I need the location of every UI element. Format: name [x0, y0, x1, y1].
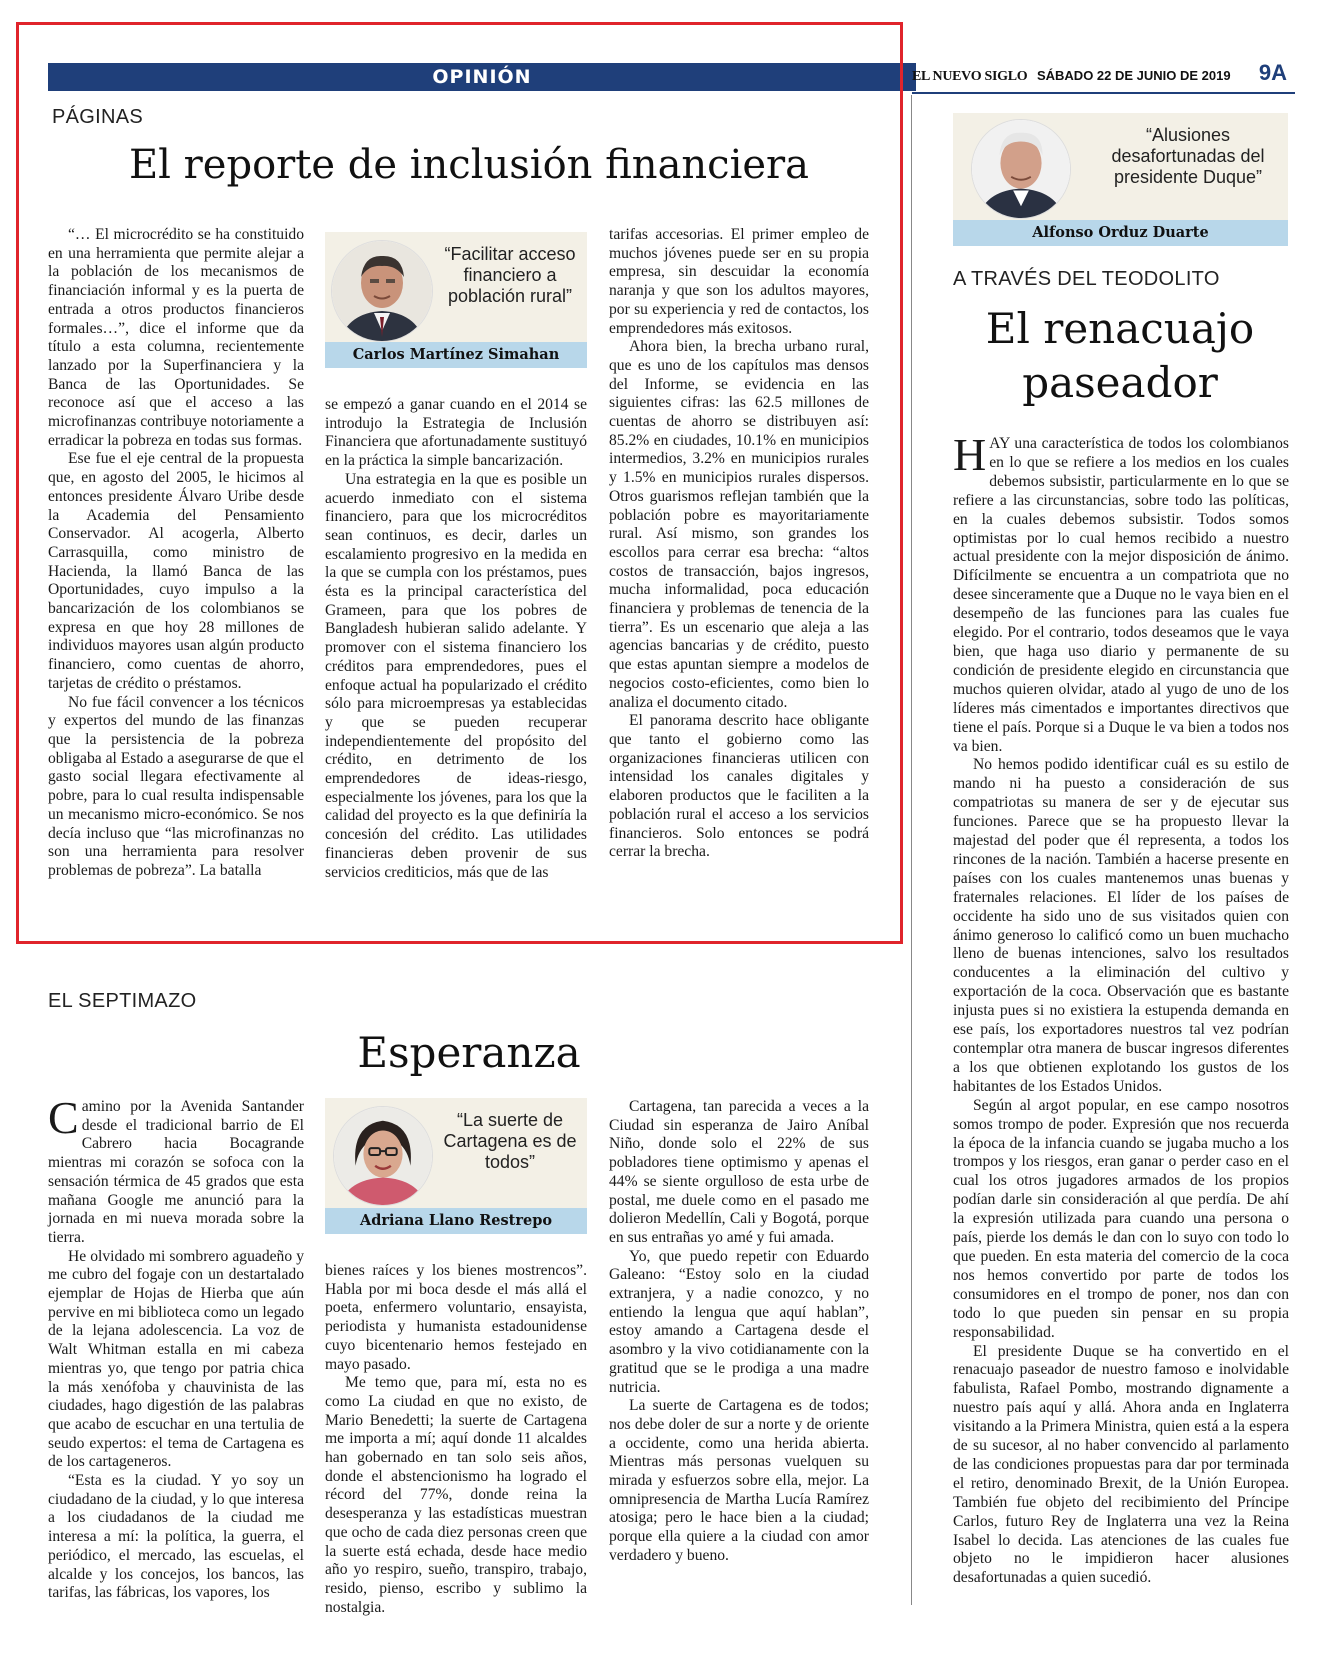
paragraph: se empezó a ganar cuando en el 2014 se introdujo la Estrategia de Inclusión Financiera que afortunadamente sustituyó en la práctica la simple bancarización.: [325, 396, 587, 470]
paragraph: Ahora bien, la brecha urbano rural, que es uno de los capítulos mas densos del Informe, se evidencia en las siguientes cifras: las 62.5 millones de cuentas de ahorro se distribuyen así: 85.2% en ciudades, 10.1% en municipios intermedios, 3.2% en municipios rurales y 1.5% en municipios rurales dispersos. Otros guarismos reflejan también que la población pobre es mayoritariamente rural. Así mismo, son grandes los escollos para cerrar esa brecha: “altos costos de transacción, bajos ingresos, mucha informalidad, poca educación financiera y problemas de tenencia de la tierra”. Es un escenario que aleja a las agencias bancarias y de crédito, puesto que estas apuntan siempre a modelos de negocios costo-eficientes, como bien lo analiza el documento citado.: [609, 338, 869, 711]
section-title: OPINIÓN: [432, 66, 532, 88]
dropcap: C: [48, 1092, 79, 1143]
paragraph: bienes raíces y los bienes mostrencos”. Habla por mi boca desde el más allá el poeta, enfermero voluntario, ensayista, periodista y humanista estadounidense cuyo bicentenario hemos festejado en mayo pasado.: [325, 1262, 587, 1373]
author-photo: [331, 240, 433, 342]
paragraph: tarifas accesorias. El primer empleo de muchos jóvenes puede ser en su propia empresa, sin descuidar la economía naranja y que son los adultos mayores, por su experiencia y red de contactos, los emprendedores más exitosos.: [609, 226, 869, 337]
paragraph: Yo, que puedo repetir con Eduardo Galeano: “Estoy solo en la ciudad extranjera, y a nadie conozco, y no entiendo la lengua que aquí hablan”, estoy amando a Cartagena desde el asombro y la vivo cotidianamente con la gratitud que se le prodiga a una madre nutricia.: [609, 1247, 869, 1396]
article3-title-line1: El renacuajo: [985, 304, 1255, 353]
paragraph: El panorama descrito hace obligante que tanto el gobierno como las organizaciones financieras utilicen con intensidad los canales digitales y elaboren productos que le faciliten a la población rural el acceso a los servicios financieros. Solo entonces se podrá cerrar la brecha.: [609, 712, 869, 861]
author-photo: [333, 1106, 433, 1206]
article1-col1: [48, 226, 304, 916]
article2-col3: [609, 1098, 869, 1618]
article2-col1: [48, 1092, 304, 1618]
paragraph: Según al argot popular, en ese campo nosotros somos trompo de poder. Expresión que nos recuerda la época de la infancia cuando se jugaba mucho a los trompos y los riesgos, eran ganar o perder caso en el cual los otros jugadores armados de los propios podían darle sin consideración al que perdía. De ahí la expresión utilizada para cuando una persona o país, pierde los demás le dan con lo suyo con todo lo que pueden. En esta materia del comercio de la coca nos hemos convertido por parte de todos los consumidores en el trompo de poner, nos dan con todo lo que pueden sin pensar en su propia responsabilidad.: [953, 1096, 1289, 1341]
article2-col2: [325, 1262, 587, 1622]
page-number: 9A: [1258, 60, 1287, 85]
paragraph: “… El microcrédito se ha constituido en una herramienta que permite alejar a la población de los mecanismos de financiación informal y es la puerta de entrada a otros productos financieros formales…”, dice el informe que da título a esta columna, recientemente lanzado por la Superfinanciera y la Banca de las Oportunidades. Se reconoce así que el acceso a las microfinanzas contribuye notoriamente a erradicar la pobreza en todas sus formas.: [48, 226, 304, 449]
column-divider: [911, 95, 912, 1605]
paragraph: Una estrategia en la que es posible un acuerdo inmediato con el sistema financiero, para que los microcréditos sean continuos, es decir, darles un escalamiento progresivo en la medida en la que se cumpla con los préstamos, pues ésta es la principal característica del Grameen, para que los pobres de Bangladesh hubieran salido adelante. Y promover con el sistema financiero los créditos para emprendedores, pues el enfoque actual ha popularizado el crédito sólo para microempresas ya establecidas y que se pueden recuperar independientemente del propósito del crédito, en detrimento de los emprendedores de ideas-riesgo, especialmente los jóvenes, para los que la calidad del proyecto es la que definiría la concesión del crédito. Las utilidades financieras deben provenir de sus servicios crediticios, más que de las: [325, 470, 587, 881]
article3-author-name: Alfonso Orduz Duarte: [953, 220, 1288, 246]
article1-kicker: PÁGINAS: [52, 106, 144, 128]
article2-kicker: EL SEPTIMAZO: [48, 990, 197, 1012]
paragraph: No hemos podido identificar cuál es su estilo de mando ni ha puesto a consideración de sus compatriotas su manera de ser y de ejecutar sus funciones. Parece que se ha propuesto llevar la majestad del poder que él representa, a todos los rincones de la nación. También a hacerse presente en países con los cuales mantenemos unas buenas y fraternales relaciones. El líder de los países de occidente ha sido uno de sus visitados quien con ánimo generoso lo calificó como un buen muchacho lleno de buenas intenciones, salvo los resultados conducentes a la eliminación del cultivo y exportación de la coca. Observación que es bastante injusta pues si no existiera la estupenda demanda en ese país, los exportadores nuestros tal vez podrían contemplar otra manera de buscar ingresos diferentes a los que obtienen explotando los gustos de los habitantes de los Estados Unidos.: [953, 756, 1289, 1095]
article3-author-box: [953, 113, 1288, 246]
paragraph: Cartagena, tan parecida a veces a la Ciudad sin esperanza de Jairo Aníbal Niño, donde solo el 22% de sus pobladores tiene optimismo y apenas el 44% se siente orgulloso de esta urbe de postal, me duele como en el pasado me dolieron Medellín, Cali y Bogotá, porque en sus entrañas yo amé y fui amada.: [609, 1098, 869, 1246]
paper-name: EL NUEVO SIGLO: [912, 69, 1028, 84]
paragraph: “Esta es la ciudad. Y yo soy un ciudadano de la ciudad, y lo que interesa a los ciudadanos de la ciudad me interesa a mí: la política, la guerra, el periódico, el mercado, las escuelas, el alcalde y los concejos, los bancos, las tarifas, las fábricas, los vapores, los: [48, 1472, 304, 1602]
paragraph: La suerte de Cartagena es de todos; nos debe doler de sur a norte y de oriente a occidente, como una herida abierta. Mientras más personas vuelquen su mirada y esfuerzos sobre ella, mejor. La omnipresencia de Martha Lucía Ramírez atosiga; pero le hace bien a la ciudad; porque ella quiere a la ciudad con amor verdadero y bueno.: [609, 1397, 869, 1564]
paper-info: [912, 60, 1297, 87]
article1-title: El reporte de inclusión financiera: [128, 142, 810, 188]
issue-date: SÁBADO 22 DE JUNIO DE 2019: [1036, 68, 1231, 83]
article1-author-box: [325, 232, 587, 368]
dropcap: H: [953, 429, 987, 480]
article3-title-line2: paseador: [1022, 358, 1218, 407]
article1-pull-quote: “Facilitar acceso financiero a población rural”: [444, 244, 576, 306]
paragraph: Me temo que, para mí, esta no es como La ciudad en que no existo, de Mario Benedetti; la suerte de Cartagena me importa a mí; aquí donde 11 alcaldes han gobernado en tan solo seis años, donde el abstencionismo ha logrado el récord del 77%, donde reina la desesperanza y las estadísticas muestran que ocho de cada diez personas creen que la suerte está echada, desde hace medio año yo respiro, sueño, transpiro, trabajo, resido, pienso, escribo y sublimo la nostalgia.: [325, 1374, 587, 1616]
paragraph: AY una característica de todos los colombianos en lo que se refiere a los medios en los cuales debemos subsistir, particularmente en lo que se refiere a las circunstancias, sobre todo las políticas, en la cuales debemos subsistir. Todos somos optimistas por lo cual hemos recibido a nuestro actual presidente con la mejor disposición de ánimo. Difícilmente se encuentra a un compatriota que no desee sinceramente que a Duque no le vaya bien en el desempeño de las funciones para las cuales fue elegido. Por el contrario, todos deseamos que le vaya bien, que haga uso diario y permanente de su condición de presidente elegido en circunstancia que muchos quieren olvidar, atado al yugo de uno de los líderes más cimentados e importantes directivos que tiene el país. Porque si a Duque le va bien a todos nos va bien.: [953, 435, 1289, 755]
paragraph: amino por la Avenida Santander desde el tradicional barrio de El Cabrero hacia Bocagrande mientras mi corazón se sofoca con la sensación térmica de 45 grados que esta mañana Google me anunció para la jornada en mi nueva morada sobre la tierra.: [48, 1098, 304, 1246]
article1-col3: [609, 226, 869, 916]
paragraph: He olvidado mi sombrero aguadeño y me cubro del fogaje con un destartalado ejemplar de Hojas de Hierba que aún pervive en mi biblioteca como un legado de la lejana adolescencia. La voz de Walt Whitman estalla en mi cabeza mientras yo, que tengo por patria chica la más xenófoba y chauvinista de las ciudades, hago digestión de las palabras que acabo de escuchar en una tertulia de seudo expertos: el tema de Cartagena es de los cartageneros.: [48, 1247, 304, 1471]
article2-author-box: [325, 1098, 587, 1234]
article3-pull-quote: “Alusiones desafortunadas del presidente Duque”: [1111, 125, 1265, 187]
article3-kicker: A TRAVÉS DEL TEODOLITO: [953, 268, 1220, 290]
article3-title: [940, 302, 1300, 410]
article2-title: Esperanza: [357, 1028, 581, 1077]
paragraph: Ese fue el eje central de la propuesta que, en agosto del 2005, le hicimos al entonces presidente Álvaro Uribe desde la Academia del Pensamiento Conservador. Al acogerla, Alberto Carrasquilla, como ministro de Hacienda, la llamó Banca de las Oportunidades, cuyo impulso a la bancarización de los colombianos se expresa en que hoy 28 millones de individuos mayores usan algún producto financiero, como cuentas de ahorro, tarjetas de crédito o préstamos.: [48, 450, 304, 692]
paragraph: El presidente Duque se ha convertido en el renacuajo paseador de nuestro famoso e inolvidable fabulista, Rafael Pombo, mostrando dignamente a nuestro país aquí y allá. Ahora anda en Inglaterra visitando a la Primera Ministra, quien está a la espera de su sucesor, al no haber convencido al parlamento de las condiciones propuestas para dar por terminada el retiro, denominado Brexit, de la Unión Europea. También fue objeto del recibimiento del Príncipe Carlos, futuro Rey de Inglaterra una vez la Reina Isabel lo decida. Las atenciones de las cuales fue objeto no le impidieron hacer alusiones desafortunadas a quien sucedió.: [953, 1342, 1289, 1587]
article1-col2: [325, 396, 587, 916]
article2-author-name: Adriana Llano Restrepo: [325, 1208, 587, 1234]
article2-pull-quote: “La suerte de Cartagena es de todos”: [443, 1110, 577, 1172]
article3-body: [953, 429, 1289, 1605]
header-rule: [912, 92, 1295, 94]
author-photo: [971, 119, 1071, 219]
article1-author-name: Carlos Martínez Simahan: [325, 342, 587, 368]
paragraph: No fue fácil convencer a los técnicos y expertos del mundo de las finanzas que la persistencia de la pobreza obligaba al Estado a asegurarse de que el gasto social llegara efectivamente al pobre, para lo cual resulta indispensable un mecanismo micro-económico. Se nos decía incluso que “las microfinanzas no son una herramienta para resolver problemas de pobreza”. La batalla: [48, 693, 304, 879]
